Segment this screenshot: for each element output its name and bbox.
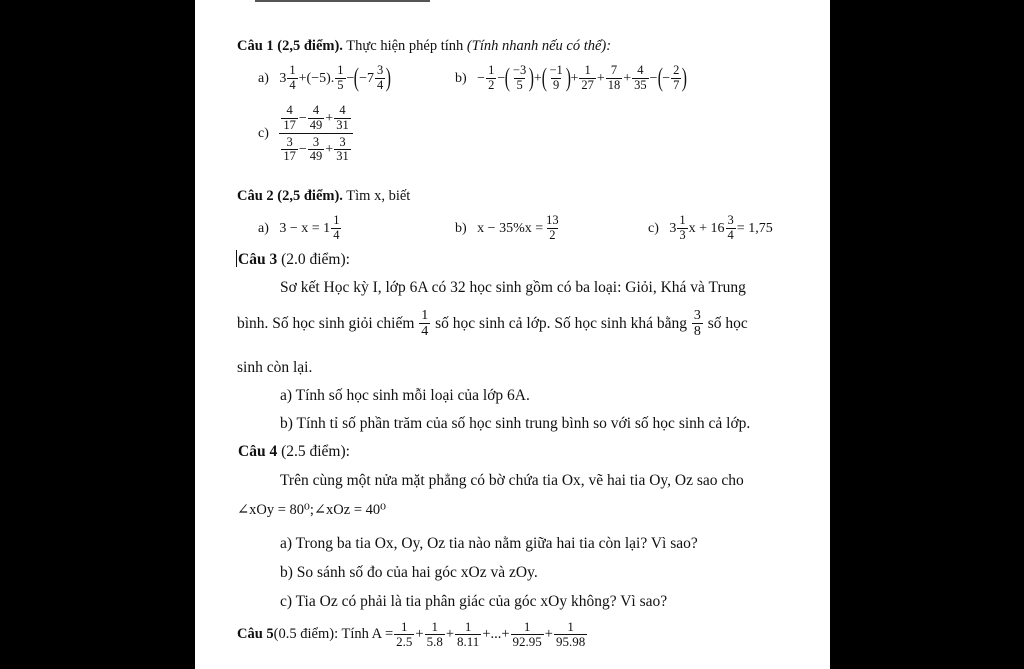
q2-c: c) 3 1 3 x + 16 $\frac{3}{4}$ = 1,75: [648, 213, 773, 242]
q2-title: Câu 2 (2,5 điểm).: [237, 188, 343, 204]
q3-b: b) Tính tỉ số phần trăm của số học sinh trung bình so với số học sinh cả lớp.: [280, 415, 751, 432]
q1-c-label: c): [258, 126, 269, 142]
q5-points: (0.5 điểm): Tính A =: [273, 626, 394, 643]
q1-title: Câu 1 (2,5 điểm).: [237, 38, 343, 54]
q4-points: (2.5 điểm):: [277, 443, 350, 460]
q2-a-label: a): [258, 220, 269, 236]
q3-points: (2.0 điểm):: [277, 251, 350, 268]
q3-line2a: bình. Số học sinh giỏi chiếm: [237, 314, 415, 332]
q3-line1: Sơ kết Học kỳ I, lớp 6A có 32 học sinh gồm có ba loại: Giỏi, Khá và Trung: [280, 279, 746, 296]
q4-line1: Trên cùng một nửa mặt phẳng có bờ chứa tia Ox, vẽ hai tia Oy, Oz sao cho: [280, 472, 744, 489]
q3-heading: [238, 251, 350, 269]
text-cursor: [236, 250, 237, 267]
q3-a: a) Tính số học sinh mỗi loại của lớp 6A.: [280, 387, 530, 404]
q1-a-label: a): [258, 70, 269, 86]
q4-c: c) Tia Oz có phải là tia phân giác của góc xOy không? Vì sao?: [280, 593, 668, 610]
q4-title: Câu 4: [238, 443, 278, 460]
q1-c: c) 4 17 − 4 49 + 4 31 3 17 − 3 49 + 3 31: [258, 104, 353, 164]
q2-a: a) 3 − x = 1 1 4: [258, 213, 340, 242]
q3-line2b: số học sinh cả lớp. Số học sinh khá bằng: [435, 314, 688, 332]
q2-text: Tìm x, biết: [342, 188, 411, 204]
q1-a: a) 3 1 4 +(−5). 1 5 − ( −7 3 4 ): [258, 63, 392, 93]
q3-line2: bình. Số học sinh giỏi chiếm 1 4 số học sinh cả lớp. Số học sinh khá bằng 3 8 số học: [237, 308, 748, 340]
q1-text: Thực hiện phép tính: [342, 38, 467, 54]
q2-b: b) x − 35%x = $\frac{13}{2}$: [455, 213, 559, 242]
q3-line2c: số học: [707, 314, 748, 332]
q3-line3: sinh còn lại.: [237, 359, 313, 376]
q2-c-label: c): [648, 220, 659, 236]
q3-title: Câu 3: [238, 251, 278, 268]
q1-b: b) − $\frac{1}{2}$ − ( −3 5 ) + ( −1 9 ) + $\frac{1}{27}$ + $\frac{7}{18}$ + $\frac{4}{35}$ − ( − $\frac{2}{7}$ ): [455, 63, 688, 93]
q2-b-label: b): [455, 220, 467, 236]
q1-hint: (Tính nhanh nếu có thể):: [466, 38, 612, 54]
q4-angles: ∠xOy = 80⁰;∠xOz = 40⁰: [237, 502, 386, 518]
q4-b: b) So sánh số đo của hai góc xOz và zOy.: [280, 564, 538, 581]
top-rule: [255, 0, 430, 2]
q4-a: a) Trong ba tia Ox, Oy, Oz tia nào nằm giữa hai tia còn lại? Vì sao?: [280, 535, 698, 552]
q1-b-label: b): [455, 70, 467, 86]
q5-title: Câu 5: [237, 626, 274, 643]
q1-heading: [237, 37, 611, 55]
q4-heading: [238, 443, 350, 461]
q2-heading: [237, 187, 410, 205]
q5: Câu 5 (0.5 điểm): Tính A = $\frac{1}{2.5}$ + 1 5.8 + 1 8.11 +...+ 1 92.95 + 1 95.98: [237, 619, 586, 650]
